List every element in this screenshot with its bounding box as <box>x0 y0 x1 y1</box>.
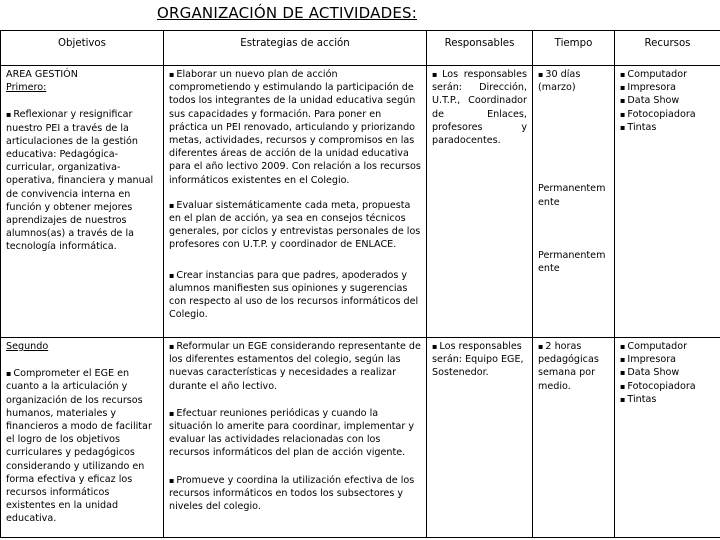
estrategia-text: Evaluar sistemáticamente cada meta, propuesta en el plan de acción, ya sea en consejos técnicos generales, por ciclos y entrevistas personales de los profesores con U.T.P. y coordinador de ENLACE. <box>169 199 421 251</box>
recurso-item: Tintas <box>627 393 657 405</box>
estrategias-cell-1 <box>164 66 427 338</box>
tiempo-text: Permanentemente <box>538 183 606 208</box>
tiempo-text: Permanentemente <box>538 249 606 275</box>
table-row <box>1 338 720 538</box>
recurso-item: Computador <box>627 69 688 80</box>
responsables-cell-1 <box>427 66 533 338</box>
estrategia-text: Crear instancias para que padres, apoderados y alumnos manifiesten sus opiniones y sugerencias con respecto al uso de los recursos informáticos del Colegio. <box>169 269 419 321</box>
table-header-row <box>1 31 720 66</box>
tiempo-cell-2 <box>533 338 615 538</box>
objetivo-number: Segundo <box>6 341 49 352</box>
recurso-item: Data Show <box>627 95 680 107</box>
estrategia-text: Elaborar un nuevo plan de acción comprometiendo y estimulando la participación de todos los integrantes de la unidad educativa según sus capacidades y formación. Para poner en práctica un PEI renovado, articulando y priorizando metas, actividades, recursos y compromisos en las diferentes áreas de acción de la unidad educativa para el año lectivo 2009. Con relación a los recursos informáticos existentes en el Colegio. <box>169 69 421 186</box>
objetivo-text: Comprometer el EGE en cuanto a la articulación y organización de los recursos humanos, materiales y financieros a modo de facilitar el logro de los objetivos curriculares y pedagógicos considerando y utilizando en forma efectiva y eficaz los recursos informáticos existentes en la unidad educativa. <box>6 368 152 525</box>
recurso-item: Impresora <box>627 354 677 366</box>
responsables-text: Los responsables serán: Dirección, U.T.P., Coordinador de Enlaces, profesores y paradocentes. <box>432 69 527 147</box>
header-estrategias: Estrategias de acción <box>164 31 427 66</box>
objetivo-cell-2 <box>1 338 164 538</box>
bullet-icon <box>432 69 442 80</box>
page-title: ORGANIZACIÓN DE ACTIVIDADES: <box>157 4 418 22</box>
recurso-item: Data Show <box>627 367 680 379</box>
recurso-item: Impresora <box>627 82 677 94</box>
header-recursos: Recursos <box>615 31 720 66</box>
recurso-item: Computador <box>627 341 688 352</box>
estrategia-text: Promueve y coordina la utilización efectiva de los recursos informáticos en todos los subsectores y niveles del colegio. <box>169 474 415 513</box>
responsables-cell-2 <box>427 338 533 538</box>
activities-table <box>0 30 720 538</box>
estrategias-cell-2 <box>164 338 427 538</box>
recursos-cell-2 <box>615 338 720 538</box>
recursos-cell-1 <box>615 66 720 338</box>
recurso-item: Fotocopiadora <box>627 108 696 120</box>
header-objetivos: Objetivos <box>1 31 164 66</box>
objetivo-area-label: AREA GESTIÓN <box>6 69 78 80</box>
recurso-item: Fotocopiadora <box>627 380 696 392</box>
estrategia-text: Efectuar reuniones periódicas y cuando la situación lo amerite para coordinar, implementar y evaluar las actividades relacionadas con los recursos informáticos del plan de acción vigente. <box>169 407 415 459</box>
objetivo-text: Reflexionar y resignificar nuestro PEI a través de la articulaciones de la gestión educativa: Pedagógica-curricular, organizativa-operativa, financiera y manual de convivencia interna en función y obtener mejores aprendizajes de nuestros alumnos(as) a través de la tecnología informática. <box>6 109 154 253</box>
responsables-text: Los responsables serán: Equipo EGE, Sostenedor. <box>432 341 524 379</box>
recurso-item: Tintas <box>627 121 657 133</box>
tiempo-text: 30 días (marzo) <box>538 69 581 94</box>
tiempo-text: 2 horas pedagógicas semana por medio. <box>538 341 599 392</box>
objetivo-cell-1 <box>1 66 164 338</box>
tiempo-cell-1 <box>533 66 615 338</box>
table-row <box>1 66 720 338</box>
header-responsables: Responsables <box>427 31 533 66</box>
estrategia-text: Reformular un EGE considerando representante de los diferentes estamentos del colegio, según las nuevas características y necesidades a realizar durante el año lectivo. <box>169 341 421 392</box>
header-tiempo: Tiempo <box>533 31 615 66</box>
objetivo-number: Primero: <box>6 82 47 94</box>
